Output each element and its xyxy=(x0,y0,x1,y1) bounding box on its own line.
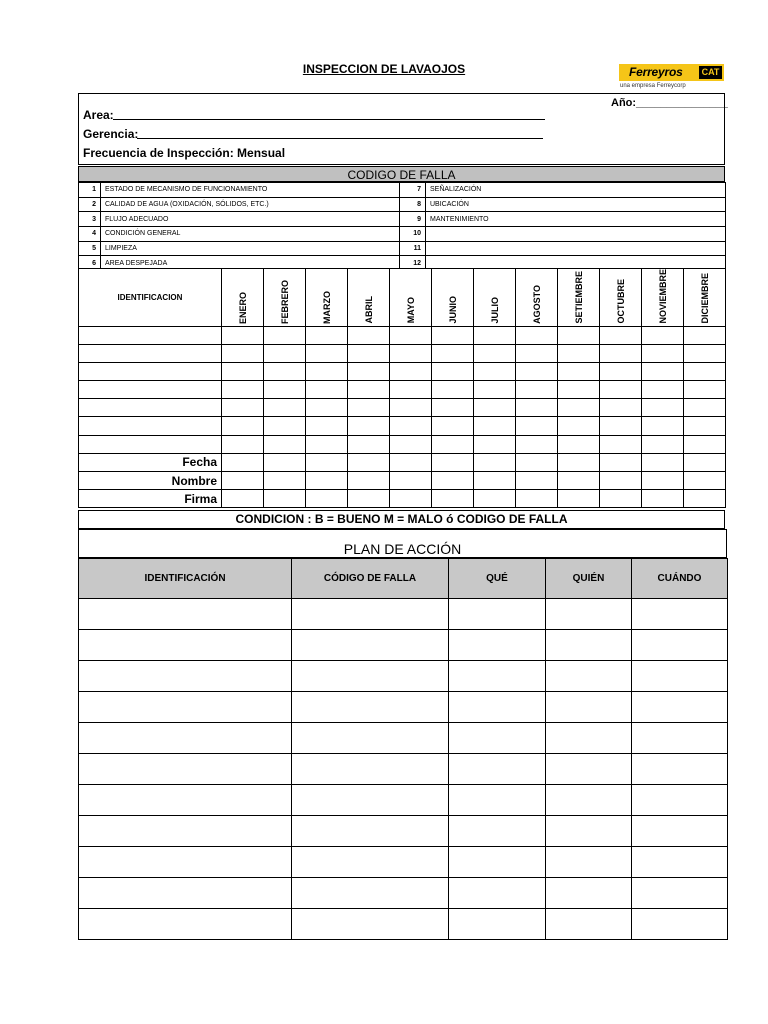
month-cell[interactable] xyxy=(348,326,390,344)
month-cell[interactable] xyxy=(264,399,306,417)
inspection-row xyxy=(79,453,726,471)
plan-cell[interactable] xyxy=(79,754,292,785)
plan-row xyxy=(79,878,728,909)
plan-cell[interactable] xyxy=(546,847,632,878)
month-cell[interactable] xyxy=(474,435,516,453)
plan-cell[interactable] xyxy=(292,754,449,785)
month-header xyxy=(474,269,516,327)
month-cell[interactable] xyxy=(390,453,432,471)
codigo-description: LIMPIEZA xyxy=(101,241,400,256)
month-header xyxy=(222,269,264,327)
plan-cell[interactable] xyxy=(449,692,546,723)
identificacion-cell[interactable] xyxy=(79,417,222,435)
inspection-row xyxy=(79,381,726,399)
identificacion-cell[interactable] xyxy=(79,381,222,399)
month-cell[interactable] xyxy=(390,362,432,380)
month-cell[interactable] xyxy=(306,490,348,508)
month-cell[interactable] xyxy=(474,417,516,435)
month-cell[interactable] xyxy=(600,344,642,362)
codigo-falla-table xyxy=(78,182,726,271)
month-cell[interactable] xyxy=(390,417,432,435)
plan-cell[interactable] xyxy=(292,785,449,816)
month-header xyxy=(348,269,390,327)
plan-cell[interactable] xyxy=(449,878,546,909)
month-header xyxy=(642,269,684,327)
month-cell[interactable] xyxy=(348,417,390,435)
gerencia-input-line[interactable] xyxy=(137,128,543,139)
month-cell[interactable] xyxy=(558,435,600,453)
month-cell[interactable] xyxy=(642,362,684,380)
month-cell[interactable] xyxy=(348,362,390,380)
month-cell[interactable] xyxy=(642,399,684,417)
month-header xyxy=(516,269,558,327)
month-cell[interactable] xyxy=(348,399,390,417)
identificacion-cell[interactable] xyxy=(79,399,222,417)
plan-header: QUÉ xyxy=(449,559,546,599)
month-cell[interactable] xyxy=(264,435,306,453)
plan-row xyxy=(79,692,728,723)
codigo-falla-row xyxy=(79,183,726,198)
month-cell[interactable] xyxy=(222,399,264,417)
codigo-description: AREA DESPEJADA xyxy=(101,256,400,271)
month-cell[interactable] xyxy=(348,381,390,399)
codigo-description: MANTENIMIENTO xyxy=(426,212,726,227)
plan-row xyxy=(79,723,728,754)
codigo-description: UBICACIÓN xyxy=(426,197,726,212)
month-cell[interactable] xyxy=(264,362,306,380)
codigo-number: 9 xyxy=(400,212,426,227)
month-cell[interactable] xyxy=(600,326,642,344)
plan-cell[interactable] xyxy=(449,599,546,630)
codigo-description: CALIDAD DE AGUA (OXIDACIÓN, SÓLIDOS, ETC.) xyxy=(101,197,400,212)
month-cell[interactable] xyxy=(516,453,558,471)
month-cell[interactable] xyxy=(390,435,432,453)
plan-cell[interactable] xyxy=(546,754,632,785)
ano-field[interactable]: Año:_______________ xyxy=(611,97,728,109)
plan-cell[interactable] xyxy=(449,847,546,878)
plan-cell[interactable] xyxy=(292,661,449,692)
codigo-number: 8 xyxy=(400,197,426,212)
month-cell[interactable] xyxy=(306,435,348,453)
plan-cell[interactable] xyxy=(449,661,546,692)
month-cell[interactable] xyxy=(432,344,474,362)
codigo-falla-row xyxy=(79,197,726,212)
codigo-number: 1 xyxy=(79,183,101,198)
month-cell[interactable] xyxy=(306,472,348,490)
plan-cell[interactable] xyxy=(292,878,449,909)
plan-cell[interactable] xyxy=(546,785,632,816)
month-cell[interactable] xyxy=(264,326,306,344)
plan-cell[interactable] xyxy=(632,723,728,754)
month-cell[interactable] xyxy=(600,381,642,399)
plan-header: CUÁNDO xyxy=(632,559,728,599)
month-header xyxy=(264,269,306,327)
month-cell[interactable] xyxy=(432,435,474,453)
month-cell[interactable] xyxy=(222,344,264,362)
month-cell[interactable] xyxy=(390,381,432,399)
month-cell[interactable] xyxy=(306,362,348,380)
month-cell[interactable] xyxy=(390,326,432,344)
month-cell[interactable] xyxy=(474,362,516,380)
plan-cell[interactable] xyxy=(546,878,632,909)
plan-cell[interactable] xyxy=(449,816,546,847)
codigo-number: 6 xyxy=(79,256,101,271)
month-cell[interactable] xyxy=(516,417,558,435)
month-cell[interactable] xyxy=(516,490,558,508)
inspection-row xyxy=(79,344,726,362)
month-cell[interactable] xyxy=(474,381,516,399)
plan-cell[interactable] xyxy=(79,909,292,940)
month-cell[interactable] xyxy=(516,472,558,490)
month-cell[interactable] xyxy=(474,399,516,417)
plan-cell[interactable] xyxy=(292,599,449,630)
plan-row xyxy=(79,754,728,785)
month-cell[interactable] xyxy=(516,344,558,362)
month-cell[interactable] xyxy=(390,399,432,417)
month-cell[interactable] xyxy=(642,435,684,453)
month-cell[interactable] xyxy=(348,344,390,362)
codigo-falla-row xyxy=(79,227,726,242)
month-cell[interactable] xyxy=(600,362,642,380)
codigo-number: 3 xyxy=(79,212,101,227)
plan-cell[interactable] xyxy=(632,630,728,661)
month-label: DICIEMBRE xyxy=(699,273,710,324)
month-cell[interactable] xyxy=(474,344,516,362)
month-cell[interactable] xyxy=(222,472,264,490)
month-cell[interactable] xyxy=(558,490,600,508)
month-cell[interactable] xyxy=(432,381,474,399)
month-cell[interactable] xyxy=(684,344,726,362)
plan-cell[interactable] xyxy=(546,630,632,661)
inspection-row xyxy=(79,435,726,453)
month-cell[interactable] xyxy=(474,453,516,471)
month-cell[interactable] xyxy=(390,490,432,508)
month-cell[interactable] xyxy=(432,472,474,490)
month-cell[interactable] xyxy=(306,326,348,344)
month-cell[interactable] xyxy=(558,472,600,490)
gerencia-label: Gerencia: xyxy=(83,127,139,141)
month-cell[interactable] xyxy=(684,362,726,380)
month-label: NOVIEMBRE xyxy=(657,269,668,324)
inspection-row xyxy=(79,362,726,380)
month-cell[interactable] xyxy=(348,453,390,471)
codigo-description: ESTADO DE MECANISMO DE FUNCIONAMIENTO xyxy=(101,183,400,198)
month-cell[interactable] xyxy=(348,490,390,508)
month-cell[interactable] xyxy=(306,381,348,399)
plan-cell[interactable] xyxy=(79,661,292,692)
month-cell[interactable] xyxy=(684,399,726,417)
month-cell[interactable] xyxy=(222,490,264,508)
condicion-legend: CONDICION : B = BUENO M = MALO ó CODIGO DE FALLA xyxy=(78,510,725,529)
codigo-number: 12 xyxy=(400,256,426,271)
month-cell[interactable] xyxy=(684,435,726,453)
month-cell[interactable] xyxy=(432,326,474,344)
codigo-falla-title: CODIGO DE FALLA xyxy=(78,166,725,182)
month-cell[interactable] xyxy=(600,453,642,471)
month-cell[interactable] xyxy=(432,362,474,380)
month-cell[interactable] xyxy=(474,472,516,490)
month-cell[interactable] xyxy=(558,381,600,399)
area-input-line[interactable] xyxy=(113,109,545,120)
month-label: ENERO xyxy=(237,291,248,324)
month-cell[interactable] xyxy=(222,417,264,435)
plan-cell[interactable] xyxy=(79,878,292,909)
codigo-falla-row xyxy=(79,212,726,227)
month-cell[interactable] xyxy=(306,417,348,435)
plan-row xyxy=(79,661,728,692)
month-cell[interactable] xyxy=(516,381,558,399)
month-cell[interactable] xyxy=(558,326,600,344)
footer-row-label: Fecha xyxy=(79,453,222,471)
month-cell[interactable] xyxy=(306,399,348,417)
inspection-row xyxy=(79,472,726,490)
month-cell[interactable] xyxy=(684,490,726,508)
identificacion-cell[interactable] xyxy=(79,326,222,344)
month-cell[interactable] xyxy=(642,490,684,508)
month-cell[interactable] xyxy=(558,344,600,362)
month-cell[interactable] xyxy=(600,435,642,453)
month-cell[interactable] xyxy=(264,381,306,399)
plan-cell[interactable] xyxy=(632,661,728,692)
inspection-row xyxy=(79,326,726,344)
month-cell[interactable] xyxy=(642,344,684,362)
month-cell[interactable] xyxy=(474,326,516,344)
plan-row xyxy=(79,630,728,661)
plan-row xyxy=(79,785,728,816)
area-label: Area: xyxy=(83,108,114,122)
plan-cell[interactable] xyxy=(79,816,292,847)
month-cell[interactable] xyxy=(390,472,432,490)
plan-cell[interactable] xyxy=(632,754,728,785)
month-cell[interactable] xyxy=(642,381,684,399)
month-cell[interactable] xyxy=(306,344,348,362)
plan-cell[interactable] xyxy=(449,754,546,785)
plan-cell[interactable] xyxy=(632,692,728,723)
month-cell[interactable] xyxy=(684,472,726,490)
plan-cell[interactable] xyxy=(632,599,728,630)
identificacion-header: IDENTIFICACION xyxy=(79,269,222,327)
inspection-row xyxy=(79,490,726,508)
month-cell[interactable] xyxy=(684,381,726,399)
plan-accion-table xyxy=(78,558,728,940)
plan-row xyxy=(79,909,728,940)
footer-row-label: Nombre xyxy=(79,472,222,490)
month-cell[interactable] xyxy=(222,435,264,453)
month-cell[interactable] xyxy=(642,417,684,435)
identificacion-cell[interactable] xyxy=(79,435,222,453)
month-cell[interactable] xyxy=(264,417,306,435)
month-cell[interactable] xyxy=(516,399,558,417)
logo-subtitle: una empresa Ferreycorp xyxy=(620,83,686,89)
month-cell[interactable] xyxy=(348,435,390,453)
plan-cell[interactable] xyxy=(79,723,292,754)
month-cell[interactable] xyxy=(264,453,306,471)
plan-cell[interactable] xyxy=(546,723,632,754)
plan-row xyxy=(79,599,728,630)
codigo-falla-row xyxy=(79,241,726,256)
footer-row-label: Firma xyxy=(79,490,222,508)
plan-cell[interactable] xyxy=(292,723,449,754)
month-label: ABRIL xyxy=(363,296,374,324)
month-cell[interactable] xyxy=(684,326,726,344)
codigo-number: 5 xyxy=(79,241,101,256)
codigo-description xyxy=(426,227,726,242)
month-cell[interactable] xyxy=(432,453,474,471)
month-cell[interactable] xyxy=(432,490,474,508)
month-cell[interactable] xyxy=(684,417,726,435)
plan-cell[interactable] xyxy=(546,692,632,723)
month-cell[interactable] xyxy=(558,417,600,435)
plan-cell[interactable] xyxy=(449,909,546,940)
month-cell[interactable] xyxy=(306,453,348,471)
identificacion-cell[interactable] xyxy=(79,344,222,362)
plan-cell[interactable] xyxy=(449,723,546,754)
month-label: MARZO xyxy=(321,290,332,324)
month-cell[interactable] xyxy=(516,362,558,380)
month-cell[interactable] xyxy=(558,399,600,417)
month-cell[interactable] xyxy=(474,490,516,508)
month-cell[interactable] xyxy=(222,453,264,471)
plan-header: QUIÉN xyxy=(546,559,632,599)
month-cell[interactable] xyxy=(348,472,390,490)
month-cell[interactable] xyxy=(222,381,264,399)
inspection-grid xyxy=(78,268,726,508)
plan-cell[interactable] xyxy=(79,847,292,878)
codigo-number: 4 xyxy=(79,227,101,242)
codigo-number: 2 xyxy=(79,197,101,212)
plan-cell[interactable] xyxy=(79,630,292,661)
month-cell[interactable] xyxy=(600,472,642,490)
month-cell[interactable] xyxy=(264,490,306,508)
month-cell[interactable] xyxy=(684,453,726,471)
month-cell[interactable] xyxy=(600,490,642,508)
month-cell[interactable] xyxy=(642,453,684,471)
month-cell[interactable] xyxy=(432,399,474,417)
month-cell[interactable] xyxy=(264,472,306,490)
plan-cell[interactable] xyxy=(79,692,292,723)
plan-row xyxy=(79,847,728,878)
month-cell[interactable] xyxy=(516,326,558,344)
plan-cell[interactable] xyxy=(292,630,449,661)
plan-accion-title: PLAN DE ACCIÓN xyxy=(78,529,727,558)
plan-cell[interactable] xyxy=(79,785,292,816)
month-header xyxy=(390,269,432,327)
month-label: AGOSTO xyxy=(531,284,542,324)
identificacion-cell[interactable] xyxy=(79,362,222,380)
plan-cell[interactable] xyxy=(449,630,546,661)
plan-cell[interactable] xyxy=(449,785,546,816)
plan-cell[interactable] xyxy=(292,816,449,847)
plan-cell[interactable] xyxy=(79,599,292,630)
month-cell[interactable] xyxy=(600,417,642,435)
month-cell[interactable] xyxy=(432,417,474,435)
plan-cell[interactable] xyxy=(632,878,728,909)
month-cell[interactable] xyxy=(390,344,432,362)
cat-logo: CAT xyxy=(699,66,722,79)
month-cell[interactable] xyxy=(222,326,264,344)
month-cell[interactable] xyxy=(264,344,306,362)
plan-cell[interactable] xyxy=(632,847,728,878)
document-title: INSPECCION DE LAVAOJOS xyxy=(302,62,466,76)
plan-cell[interactable] xyxy=(632,785,728,816)
inspection-row xyxy=(79,399,726,417)
codigo-description xyxy=(426,241,726,256)
month-header xyxy=(684,269,726,327)
codigo-description: FLUJO ADECUADO xyxy=(101,212,400,227)
month-cell[interactable] xyxy=(558,453,600,471)
month-label: JULIO xyxy=(489,297,500,324)
month-cell[interactable] xyxy=(642,472,684,490)
month-label: SETIEMBRE xyxy=(573,271,584,324)
month-cell[interactable] xyxy=(558,362,600,380)
plan-cell[interactable] xyxy=(632,909,728,940)
codigo-description: CONDICIÓN GENERAL xyxy=(101,227,400,242)
plan-header: IDENTIFICACIÓN xyxy=(79,559,292,599)
month-label: JUNIO xyxy=(447,296,458,324)
codigo-description: SEÑALIZACIÓN xyxy=(426,183,726,198)
plan-cell[interactable] xyxy=(292,909,449,940)
month-label: MAYO xyxy=(405,297,416,324)
plan-cell[interactable] xyxy=(546,661,632,692)
plan-cell[interactable] xyxy=(632,816,728,847)
frecuencia-label: Frecuencia de Inspección: Mensual xyxy=(83,146,286,160)
month-label: FEBRERO xyxy=(279,279,290,324)
plan-cell[interactable] xyxy=(546,909,632,940)
plan-header: CÓDIGO DE FALLA xyxy=(292,559,449,599)
month-cell[interactable] xyxy=(222,362,264,380)
month-label: OCTUBRE xyxy=(615,279,626,324)
inspection-row xyxy=(79,417,726,435)
month-header xyxy=(558,269,600,327)
month-header xyxy=(600,269,642,327)
plan-cell[interactable] xyxy=(546,816,632,847)
month-cell[interactable] xyxy=(642,326,684,344)
month-header xyxy=(432,269,474,327)
codigo-number: 10 xyxy=(400,227,426,242)
plan-cell[interactable] xyxy=(292,692,449,723)
codigo-number: 7 xyxy=(400,183,426,198)
plan-cell[interactable] xyxy=(546,599,632,630)
logo-brand: Ferreyros xyxy=(629,65,683,79)
month-header xyxy=(306,269,348,327)
plan-cell[interactable] xyxy=(292,847,449,878)
plan-row xyxy=(79,816,728,847)
month-cell[interactable] xyxy=(516,435,558,453)
month-cell[interactable] xyxy=(600,399,642,417)
codigo-number: 11 xyxy=(400,241,426,256)
